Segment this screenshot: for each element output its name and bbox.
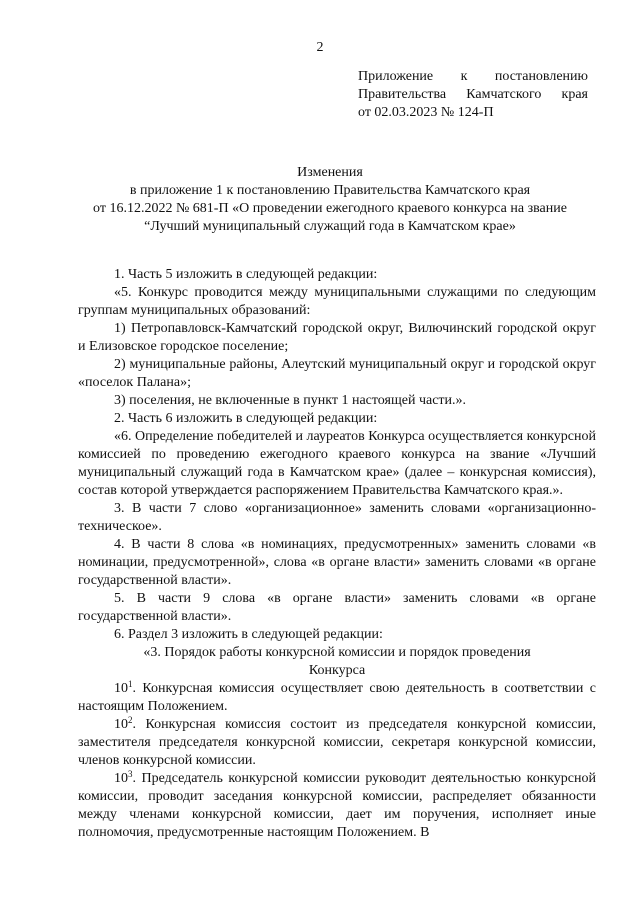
title-line-2: в приложение 1 к постановлению Правительства Камчатского края <box>129 183 531 198</box>
paragraph-8: 3. В части 7 слово «организационное» заменить словами «организационно-техническое». <box>78 501 596 534</box>
title-line-1: Изменения <box>297 165 363 180</box>
clause-text: . Конкурсная комиссия осуществляет свою деятельность в соответствии с настоящим Положением. <box>78 681 596 714</box>
paragraph-7: «6. Определение победителей и лауреатов Конкурса осуществляется конкурсной комиссией по проведению ежегодного краевого конкурса на звание «Лучший муниципальный служащий года в Камчатском крае» (далее – конкурсная комиссия), состав которой утверждается распоряжением Правительства Камчатского края.». <box>78 429 597 498</box>
paragraph-2: «5. Конкурс проводится между муниципальными служащими по следующим группам муниципальных образований: <box>78 285 596 318</box>
appendix-line-2: Правительства Камчатского края <box>358 87 588 102</box>
appendix-line-3: от 02.03.2023 № 124-П <box>358 105 494 120</box>
paragraph-13 <box>78 716 596 770</box>
clause-superscript: 2 <box>128 715 133 725</box>
clause-number: 10 <box>114 771 128 786</box>
clause-text: . Председатель конкурсной комиссии руководит деятельностью конкурсной комиссии, проводит заседания конкурсной комиссии, распределяет обязанности между членами конкурсной комиссии, дает им поручения, исполняет иные полномочия, предусмотренные настоящим Положением. В <box>78 771 596 840</box>
paragraph-9: 4. В части 8 слова «в номинациях, предусмотренных» заменить словами «в номинации, предусмотренной», слова «в органе власти» заменить словами «в органе государственной власти». <box>78 537 596 588</box>
clause-superscript: 1 <box>128 679 133 689</box>
clause-number: 10 <box>114 681 128 696</box>
document-title <box>60 164 600 236</box>
appendix-reference <box>358 68 588 122</box>
paragraph-10: 5. В части 9 слова «в органе власти» заменить словами «в органе государственной власти». <box>78 591 596 624</box>
paragraph-3: 1) Петропавловск-Камчатский городской округ, Вилючинский городской округ и Елизовское городское поселение; <box>78 321 596 354</box>
clause-superscript: 3 <box>128 769 133 779</box>
paragraph-6: 2. Часть 6 изложить в следующей редакции: <box>114 411 378 426</box>
document-body <box>78 266 596 842</box>
paragraph-14 <box>78 770 596 842</box>
clause-number: 10 <box>114 717 128 732</box>
appendix-line-1: Приложение к постановлению <box>358 69 588 84</box>
paragraph-1: 1. Часть 5 изложить в следующей редакции: <box>114 267 378 282</box>
section-heading-line-1: «3. Порядок работы конкурсной комиссии и порядок проведения <box>143 645 531 660</box>
title-line-4: “Лучший муниципальный служащий года в Камчатском крае» <box>144 219 516 234</box>
clause-text: . Конкурсная комиссия состоит из председателя конкурсной комиссии, заместителя председателя конкурсной комиссии, секретаря конкурсной комиссии, членов конкурсной комиссии. <box>78 717 596 768</box>
paragraph-11: 6. Раздел 3 изложить в следующей редакции: <box>114 627 383 642</box>
title-line-3: от 16.12.2022 № 681-П «О проведении ежегодного краевого конкурса на звание <box>93 201 567 216</box>
section-heading-line-2: Конкурса <box>308 663 366 678</box>
paragraph-5: 3) поселения, не включенные в пункт 1 настоящей части.». <box>114 393 467 408</box>
paragraph-12 <box>78 680 596 716</box>
page-number: 2 <box>316 40 324 55</box>
paragraph-4: 2) муниципальные районы, Алеутский муниципальный округ и городской округ «поселок Палана»; <box>78 357 596 390</box>
